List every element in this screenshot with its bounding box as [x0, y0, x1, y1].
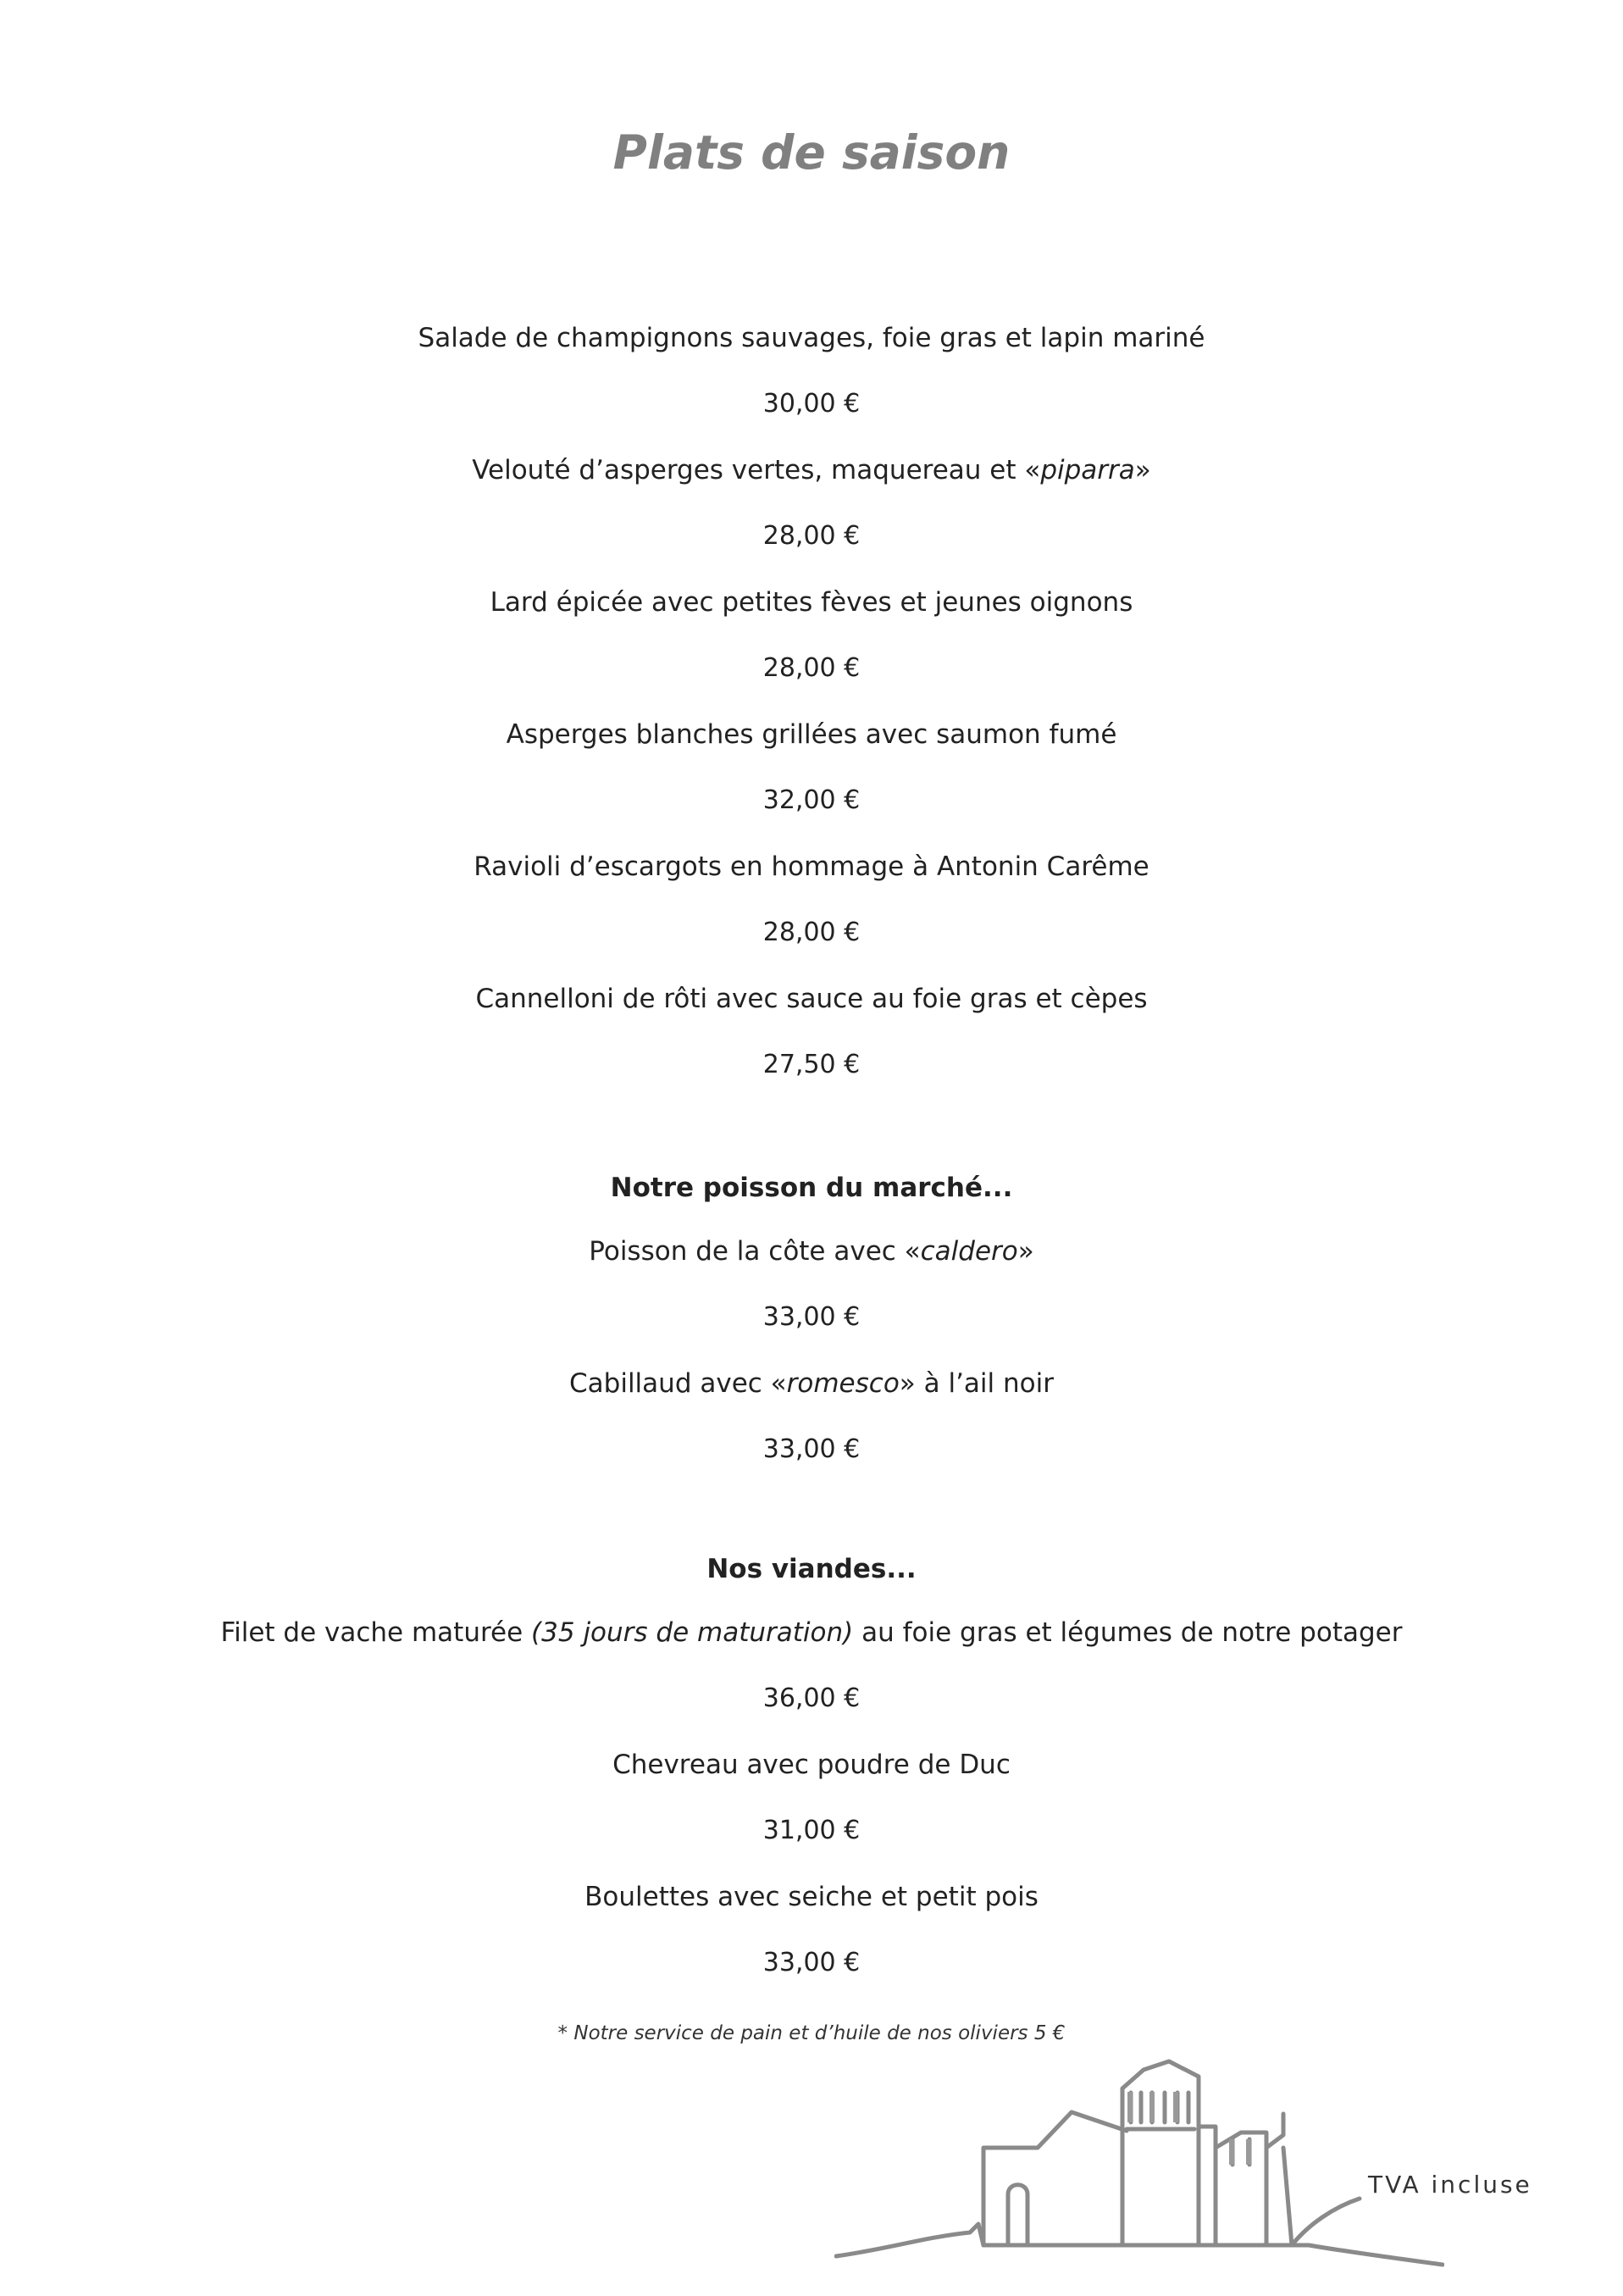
dish-name: [0, 1218, 1623, 1284]
dish-name-part: »: [1017, 1236, 1034, 1267]
section-gap: [0, 1098, 1623, 1157]
dish-price: 33,00 €: [762, 1302, 861, 1332]
dish-price: 28,00 €: [762, 653, 861, 683]
dish-price: 32,00 €: [762, 785, 861, 815]
dish-name-italic: piparra: [1040, 455, 1135, 485]
dish-name-part: »: [1134, 455, 1151, 485]
dish-name-part: Filet de vache maturée: [220, 1617, 532, 1648]
dish-name: [0, 1350, 1623, 1417]
dish-name: Salade de champignons sauvages, foie gras et lapin mariné: [418, 323, 1205, 353]
section-heading-meat: Nos viandes...: [706, 1554, 917, 1584]
dish-name-part: Velouté d’asperges vertes, maquereau et «: [472, 455, 1041, 485]
bread-service-footnote: * Notre service de pain et d’huile de nos oliviers 5 €: [557, 2022, 1066, 2044]
dish-name: [0, 1600, 1623, 1666]
dish-price: 33,00 €: [762, 1434, 861, 1464]
dish-name: Lard épicée avec petites fèves et jeunes oignons: [490, 587, 1133, 618]
dish-name: Boulettes avec seiche et petit pois: [584, 1882, 1039, 1912]
dish-name-italic: romesco: [786, 1368, 900, 1399]
dish-name-part: au foie gras et légumes de notre potager: [853, 1617, 1403, 1648]
dish-price: 28,00 €: [762, 521, 861, 551]
dish-price: 36,00 €: [762, 1683, 861, 1713]
dish-name-part: » à l’ail noir: [899, 1368, 1054, 1399]
dish-name: Chevreau avec poudre de Duc: [612, 1750, 1011, 1780]
dish-name-italic: caldero: [920, 1236, 1018, 1267]
dish-price: 27,50 €: [762, 1050, 861, 1079]
dish-price: 33,00 €: [762, 1948, 861, 1977]
dish-name-part: Cabillaud avec «: [569, 1368, 787, 1399]
page-title: Plats de saison: [612, 125, 1011, 180]
dish-name: Cannelloni de rôti avec sauce au foie gras et cèpes: [475, 984, 1148, 1014]
dish-name: [0, 437, 1623, 503]
section-heading-fish: Notre poisson du marché...: [610, 1173, 1013, 1203]
monastery-logo-icon: [834, 2055, 1444, 2271]
dish-price: 28,00 €: [762, 918, 861, 947]
dish-name: Asperges blanches grillées avec saumon fumé: [506, 719, 1117, 750]
dish-price: 30,00 €: [762, 389, 861, 419]
dish-name: Ravioli d’escargots en hommage à Antonin Carême: [474, 851, 1149, 882]
tva-note: TVA incluse: [1368, 2171, 1532, 2199]
dish-name-italic: (35 jours de maturation): [531, 1617, 854, 1648]
dish-name-part: Poisson de la côte avec «: [589, 1236, 921, 1267]
dish-price: 31,00 €: [762, 1816, 861, 1845]
section-gap: [0, 1483, 1623, 1539]
menu-body: [0, 305, 1623, 1996]
